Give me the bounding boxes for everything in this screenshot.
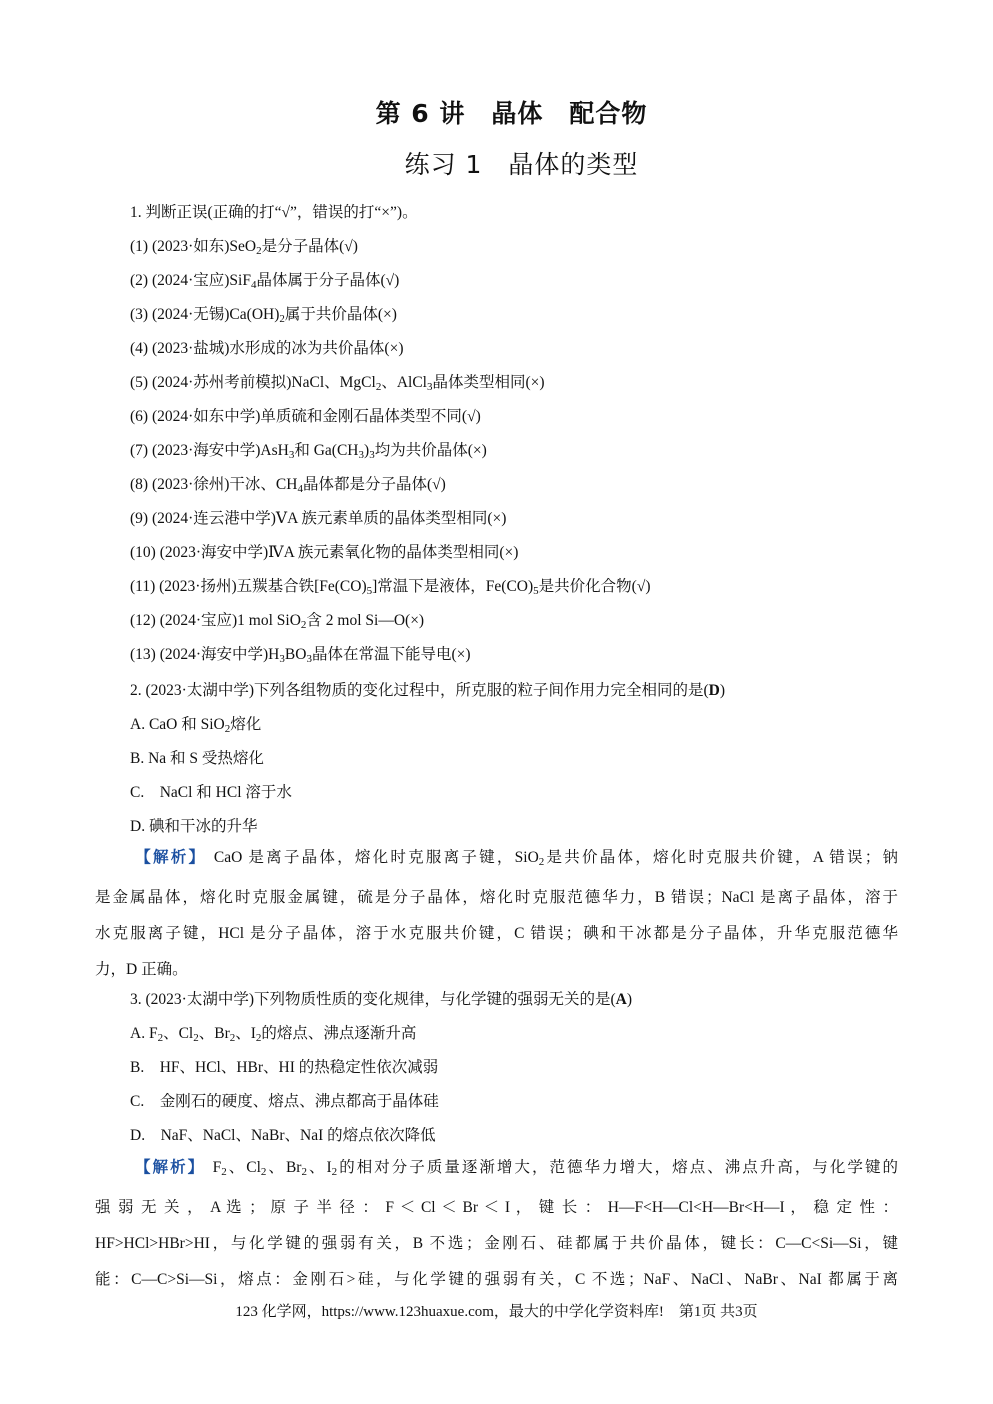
judgement-item (130, 574, 651, 597)
subscript: 3 (427, 381, 433, 393)
judgement-item (130, 506, 506, 528)
text-segment: 晶体都是分子晶体(√) (302, 476, 446, 493)
text-segment: ) (364, 442, 370, 459)
subscript: 4 (297, 483, 303, 495)
judgement-item (130, 370, 545, 393)
question-2-analysis (95, 839, 898, 988)
analysis-line (95, 1149, 898, 1190)
analysis-line (95, 1262, 898, 1298)
text-segment: (11) (2023·扬州)五羰基合铁[Fe(CO) (130, 578, 367, 595)
judgement-item (130, 268, 399, 291)
subscript: 2 (260, 1166, 267, 1178)
text-segment: 、Br (266, 1159, 302, 1176)
text-segment: (2) (2024·宝应)SiF (130, 272, 251, 289)
judgement-item (130, 608, 424, 631)
subscript: 2 (538, 856, 545, 868)
text-segment: ]常温下是液体，Fe(CO) (372, 578, 534, 595)
question-1-stem: 1. 判断正误(正确的打“√”，错误的打“×”)。 (130, 204, 418, 221)
analysis-tag: 【解析】 (133, 1158, 213, 1176)
subscript: 2 (224, 723, 231, 735)
question-2-answer: D (708, 682, 720, 699)
answer-option (130, 1089, 439, 1111)
text-segment: 强 弱 无 关 ， A 选 ； 原 子 半 径 ： F ＜ Cl ＜ Br ＜ I ， 键 长 ： H—F<H—Cl<H—Br<H—I ， 稳 定 性 ： (95, 1199, 898, 1216)
judgement-item (130, 472, 446, 495)
text-segment: 的相对分子质量逐渐增大，范德华力增大，熔点、沸点升高，与化学键的 (337, 1159, 898, 1176)
text-segment: 是金属晶体，熔化时克服金属键，硫是分子晶体，熔化时克服范德华力，B 错误；NaCl 是离子晶体，溶于 (95, 889, 898, 906)
question-3-stem (130, 987, 632, 1009)
subscript: 5 (533, 585, 539, 597)
text-segment: F (212, 1159, 222, 1176)
answer-option (130, 1123, 436, 1145)
text-segment: 水克服离子键，HCl 是分子晶体，溶于水克服共价键，C 错误；碘和干冰都是分子晶体，升华克服范德华 (95, 925, 898, 942)
text-segment: 、Cl (226, 1159, 261, 1176)
text-segment: (6) (2024·如东中学)单质硫和金刚石晶体类型不同(√) (130, 408, 481, 425)
text-segment: D. 碘和干冰的升华 (130, 818, 258, 835)
lecture-title: 第 6 讲 晶体 配合物 (375, 99, 648, 128)
subscript: 3 (306, 653, 312, 665)
answer-option (130, 746, 264, 768)
subscript: 2 (193, 1032, 199, 1044)
text-segment: 晶体属于分子晶体(√) (256, 272, 400, 289)
text-segment: (3) (2024·无锡)Ca(OH) (130, 306, 280, 323)
subscript: 3 (358, 449, 365, 461)
subscript: 2 (279, 313, 285, 325)
question-2-text: 2. (2023·太湖中学)下列各组物质的变化过程中，所克服的粒子间作用力完全相同的是( (130, 682, 709, 699)
question-3-analysis (95, 1149, 898, 1298)
subscript: 3 (369, 449, 375, 461)
text-segment: 、I (235, 1025, 256, 1042)
subscript: 3 (279, 653, 285, 665)
text-segment: BO (284, 646, 307, 663)
text-segment: 含 2 mol Si—O(×) (306, 612, 425, 629)
subscript: 3 (288, 449, 295, 461)
subscript: 2 (255, 1032, 262, 1044)
exercise-title: 练习 1 晶体的类型 (404, 150, 639, 179)
answer-option (130, 712, 261, 735)
text-segment: 、Cl (163, 1025, 194, 1042)
text-segment: C. 金刚石的硬度、熔点、沸点都高于晶体硅 (130, 1093, 439, 1110)
analysis-line (95, 1190, 898, 1226)
judgement-item (130, 438, 487, 461)
subscript: 2 (331, 1166, 338, 1178)
text-segment: 属于共价晶体(×) (284, 306, 397, 323)
text-segment: HF>HCl>HBr>HI，与化学键的强弱有关，B 不选；金刚石、硅都属于共价晶体，键长：C—C<Si—Si，键 (95, 1235, 898, 1252)
text-segment: (5) (2024·苏州考前模拟)NaCl、MgCl (130, 374, 376, 391)
text-segment: 的熔点、沸点逐渐升高 (261, 1025, 417, 1042)
answer-option (130, 1021, 416, 1044)
text-segment: A. CaO 和 SiO (130, 716, 225, 733)
text-segment: 是共价晶体，熔化时克服共价键，A 错误；钠 (544, 849, 898, 866)
text-segment: 是共价化合物(√) (538, 578, 651, 595)
text-segment: (4) (2023·盐城)水形成的冰为共价晶体(×) (130, 340, 404, 357)
judgement-item (130, 404, 481, 426)
judgement-item (130, 336, 404, 358)
text-segment: D. NaF、NaCl、NaBr、NaI 的熔点依次降低 (130, 1127, 436, 1144)
subscript: 2 (256, 245, 262, 257)
judgement-item (130, 302, 397, 325)
text-segment: CaO 是离子晶体，熔化时克服离子键，SiO (213, 849, 539, 866)
question-3-text: 3. (2023·太湖中学)下列物质性质的变化规律，与化学键的强弱无关的是( (130, 991, 616, 1008)
analysis-line (95, 880, 898, 916)
judgement-item (130, 540, 518, 562)
question-2-stem (130, 678, 725, 700)
text-segment: 能：C—C>Si—Si，熔点：金刚石>硅，与化学键的强弱有关，C 不选；NaF、NaCl、NaBr、NaI 都属于离 (95, 1271, 898, 1288)
analysis-tag: 【解析】 (133, 848, 214, 866)
text-segment: 、Br (198, 1025, 230, 1042)
analysis-line (95, 839, 898, 880)
question-3-answer: A (615, 991, 627, 1008)
subscript: 2 (301, 1166, 307, 1178)
answer-option (130, 780, 292, 802)
subscript: 4 (250, 279, 257, 291)
text-segment: 均为共价晶体(×) (374, 442, 487, 459)
analysis-line (95, 916, 898, 952)
text-segment: 、AlCl (381, 374, 427, 391)
text-segment: (10) (2023·海安中学)ⅣA 族元素氧化物的晶体类型相同(×) (130, 544, 519, 561)
answer-option (130, 814, 257, 836)
judgement-item (130, 642, 471, 665)
text-segment: 晶体在常温下能导电(×) (311, 646, 471, 663)
text-segment: B. Na 和 S 受热熔化 (130, 750, 264, 767)
text-segment: (12) (2024·宝应)1 mol SiO (130, 612, 301, 629)
answer-option (130, 1055, 438, 1077)
question-3-stem-end: ) (626, 991, 633, 1008)
text-segment: 晶体类型相同(×) (432, 374, 545, 391)
page-footer: 123 化学网，https://www.123huaxue.com，最大的中学化学资料库! 第1页 共3页 (235, 1304, 758, 1320)
analysis-line (95, 952, 898, 988)
text-segment: 、I (306, 1159, 332, 1176)
text-segment: 力，D 正确。 (95, 961, 188, 978)
subscript: 5 (366, 585, 373, 597)
subscript: 2 (375, 381, 382, 393)
judgement-item (130, 234, 358, 257)
subscript: 2 (157, 1032, 164, 1044)
text-segment: B. HF、HCl、HBr、HI 的热稳定性依次减弱 (130, 1059, 439, 1076)
text-segment: A. F (130, 1025, 158, 1042)
text-segment: 和 Ga(CH (294, 442, 359, 459)
text-segment: (7) (2023·海安中学)AsH (130, 442, 289, 459)
text-segment: C. NaCl 和 HCl 溶于水 (130, 784, 292, 801)
text-segment: (1) (2023·如东)SeO (130, 238, 257, 255)
subscript: 2 (229, 1032, 236, 1044)
analysis-line (95, 1226, 898, 1262)
question-2-stem-end: ) (719, 682, 726, 699)
text-segment: (13) (2024·海安中学)H (130, 646, 280, 663)
subscript: 2 (300, 619, 307, 631)
text-segment: 熔化 (230, 716, 262, 733)
subscript: 2 (221, 1166, 227, 1178)
text-segment: (9) (2024·连云港中学)ⅤA 族元素单质的晶体类型相同(×) (130, 510, 507, 527)
text-segment: 是分子晶体(√) (261, 238, 358, 255)
text-segment: (8) (2023·徐州)干冰、CH (130, 476, 298, 493)
